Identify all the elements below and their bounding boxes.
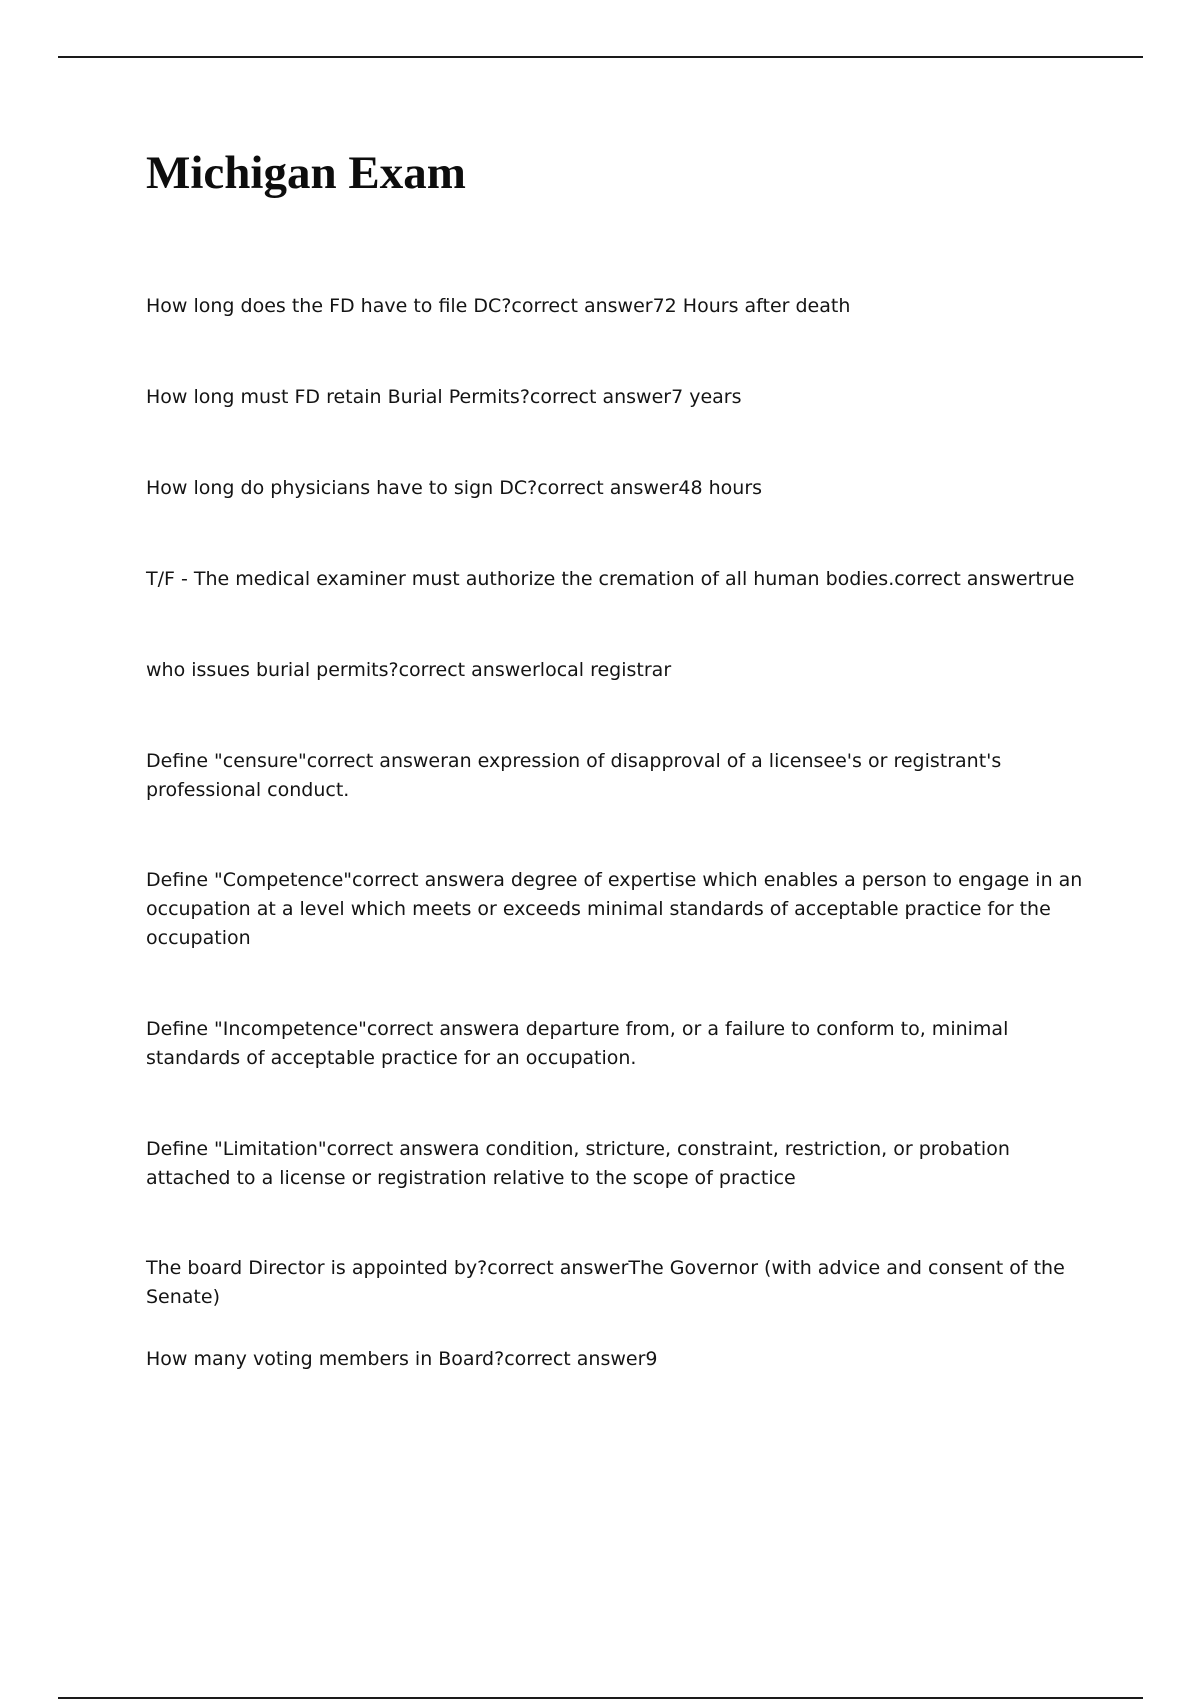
top-rule [58, 56, 1143, 58]
qa-item: How long must FD retain Burial Permits?correct answer7 years [146, 386, 742, 408]
qa-item: Define "Incompetence"correct answera departure from, or a failure to conform to, minimal standards of acceptable practice for an occupation. [146, 1018, 1009, 1069]
document-title: Michigan Exam [146, 147, 466, 199]
qa-item: How many voting members in Board?correct answer9 [146, 1348, 658, 1370]
qa-item: Define "Limitation"correct answera condition, stricture, constraint, restriction, or probation attached to a license or registration relative to the scope of practice [146, 1138, 1010, 1189]
qa-item: How long does the FD have to file DC?correct answer72 Hours after death [146, 295, 851, 317]
qa-item: Define "Competence"correct answera degree of expertise which enables a person to engage in an occupation at a level which meets or exceeds minimal standards of acceptable practice for the occupation [146, 869, 1083, 949]
qa-item: The board Director is appointed by?correct answerThe Governor (with advice and consent of the Senate) [146, 1257, 1065, 1308]
qa-item: T/F - The medical examiner must authorize the cremation of all human bodies.correct answertrue [146, 568, 1075, 590]
qa-item: who issues burial permits?correct answerlocal registrar [146, 659, 672, 681]
qa-item: Define "censure"correct answeran expression of disapproval of a licensee's or registrant's professional conduct. [146, 750, 1002, 801]
qa-item: How long do physicians have to sign DC?correct answer48 hours [146, 477, 763, 499]
bottom-rule [58, 1697, 1143, 1699]
